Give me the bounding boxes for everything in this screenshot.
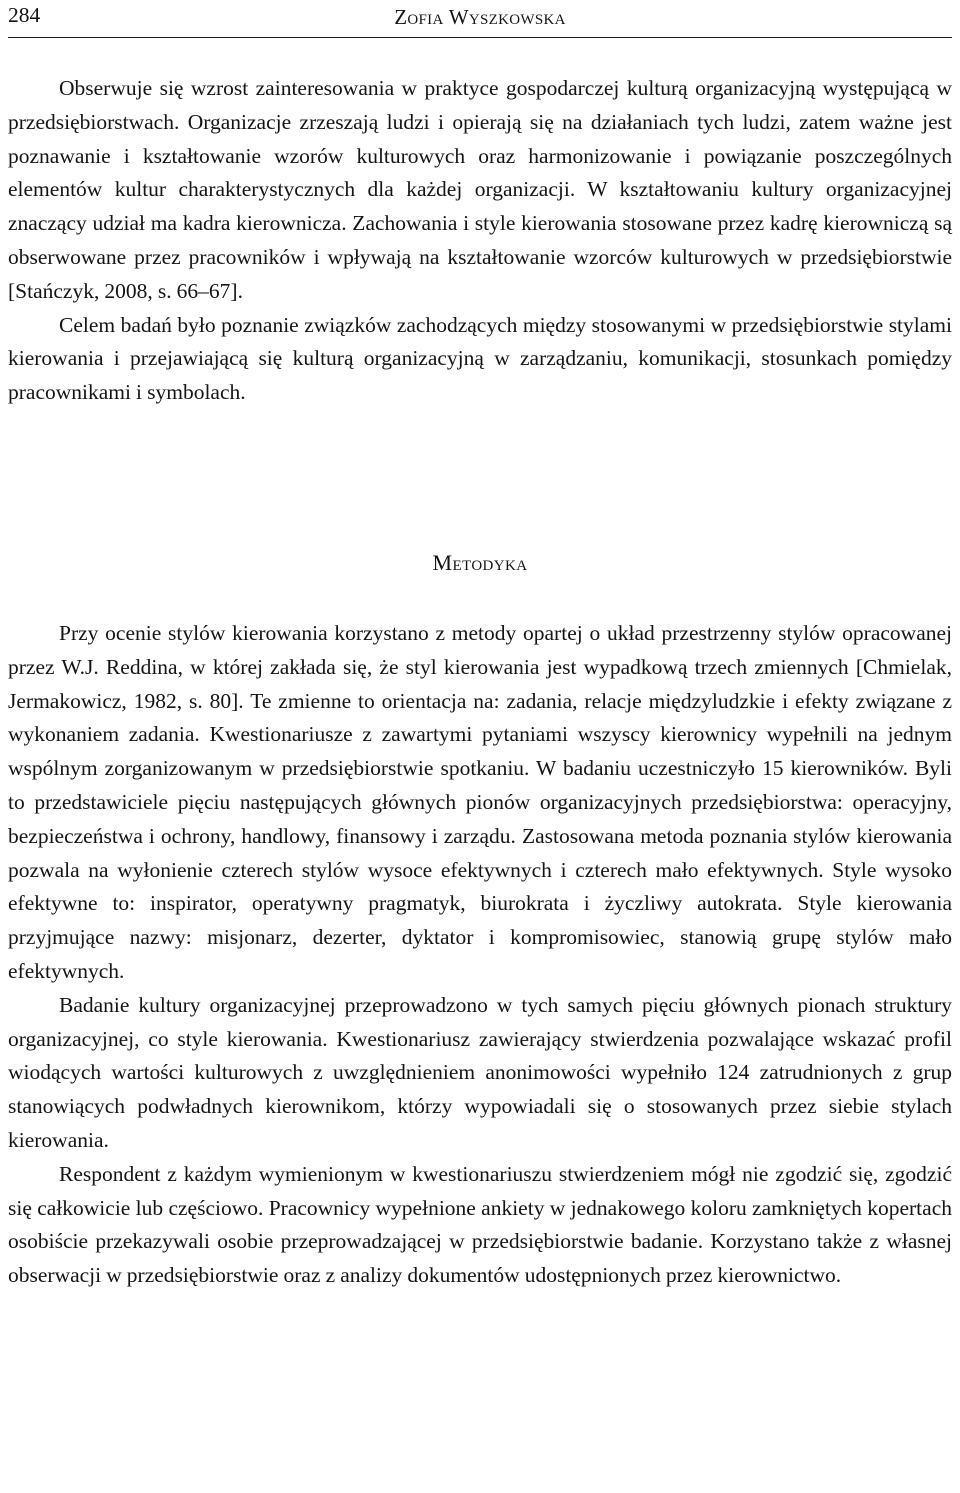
running-title-author: Zofia Wyszkowska	[394, 5, 566, 29]
section-heading-metodyka: Metodyka	[432, 550, 528, 575]
running-head	[8, 0, 952, 38]
paragraph: Przy ocenie stylów kierowania korzystano z metody opartej o układ przestrzenny stylów opracowanej przez W.J. Reddina, w której zakłada się, że styl kierowania jest wypadkową trzech zmiennych [Chmielak, Jermakowicz, 1982, s. 80]. Te zmienne to orientacja na: zadania, relacje międzyludzkie i efekty związane z wykonaniem zadania. Kwestionariusze z zawartymi pytaniami wszyscy kierownicy wypełnili na jednym wspólnym zorganizowanym w przedsiębiorstwie spotkaniu. W badaniu uczestniczyło 15 kierowników. Byli to przedstawiciele pięciu następujących głównych pionów organizacyjnych przedsiębiorstwa: operacyjny, bezpieczeństwa i ochrony, handlowy, finansowy i zarządu. Zastosowana metoda poznania stylów kierowania pozwala na wyłonienie czterech stylów wysoce efektywnych i czterech mało efektywnych. Style wysoko efektywne to: inspirator, operatywny pragmatyk, biurokrata i życzliwy autokrata. Style kierowania przyjmujące nazwy: misjonarz, dezerter, dyktator i kompromisowiec, stanowią grupę stylów mało efektywnych.	[8, 621, 952, 983]
method-text	[8, 617, 952, 1293]
paragraph: Obserwuje się wzrost zainteresowania w praktyce gospodarczej kulturą organizacyjną występującą w przedsiębiorstwach. Organizacje zrzeszają ludzi i opierają się na działaniach tych ludzi, zatem ważne jest poznawanie i kształtowanie wzorów kulturowych oraz harmonizowanie i powiązanie poszczególnych elementów kultur charakterystycznych dla każdej organizacji. W kształtowaniu kultury organizacyjnej znaczący udział ma kadra kierownicza. Zachowania i style kierowania stosowane przez kadrę kierowniczą są obserwowane przez pracowników i wpływają na kształtowanie wzorców kulturowych w przedsiębiorstwie [Stańczyk, 2008, s. 66–67].	[8, 76, 952, 303]
paragraph: Celem badań było poznanie związków zachodzących między stosowanymi w przedsiębiorstwie stylami kierowania i przejawiającą się kulturą organizacyjną w zarządzaniu, komunikacji, stosunkach pomiędzy pracownikami i symbolach.	[8, 312, 952, 405]
page-number: 284	[8, 3, 41, 27]
paragraph: Respondent z każdym wymienionym w kwestionariuszu stwierdzeniem mógł nie zgodzić się, zgodzić się całkowicie lub częściowo. Pracownicy wypełnione ankiety w jednakowego koloru zamkniętych kopertach osobiście przekazywali osobie przeprowadzającej w przedsiębiorstwie badanie. Korzystano także z własnej obserwacji w przedsiębiorstwie oraz z analizy dokumentów udostępnionych przez kierownictwo.	[8, 1161, 952, 1288]
document-page	[8, 0, 952, 1288]
paragraph: Badanie kultury organizacyjnej przeprowadzono w tych samych pięciu głównych pionach struktury organizacyjnej, co style kierowania. Kwestionariusz zawierający stwierdzenia pozwalające wskazać profil wiodących wartości kulturowych z uwzględnieniem anonimowości wypełniło 124 zatrudnionych z grup stanowiących podwładnych kierownikom, którzy wypowiadali się o stosowanych przez siebie stylach kierowania.	[8, 992, 952, 1152]
intro-text	[8, 72, 952, 410]
